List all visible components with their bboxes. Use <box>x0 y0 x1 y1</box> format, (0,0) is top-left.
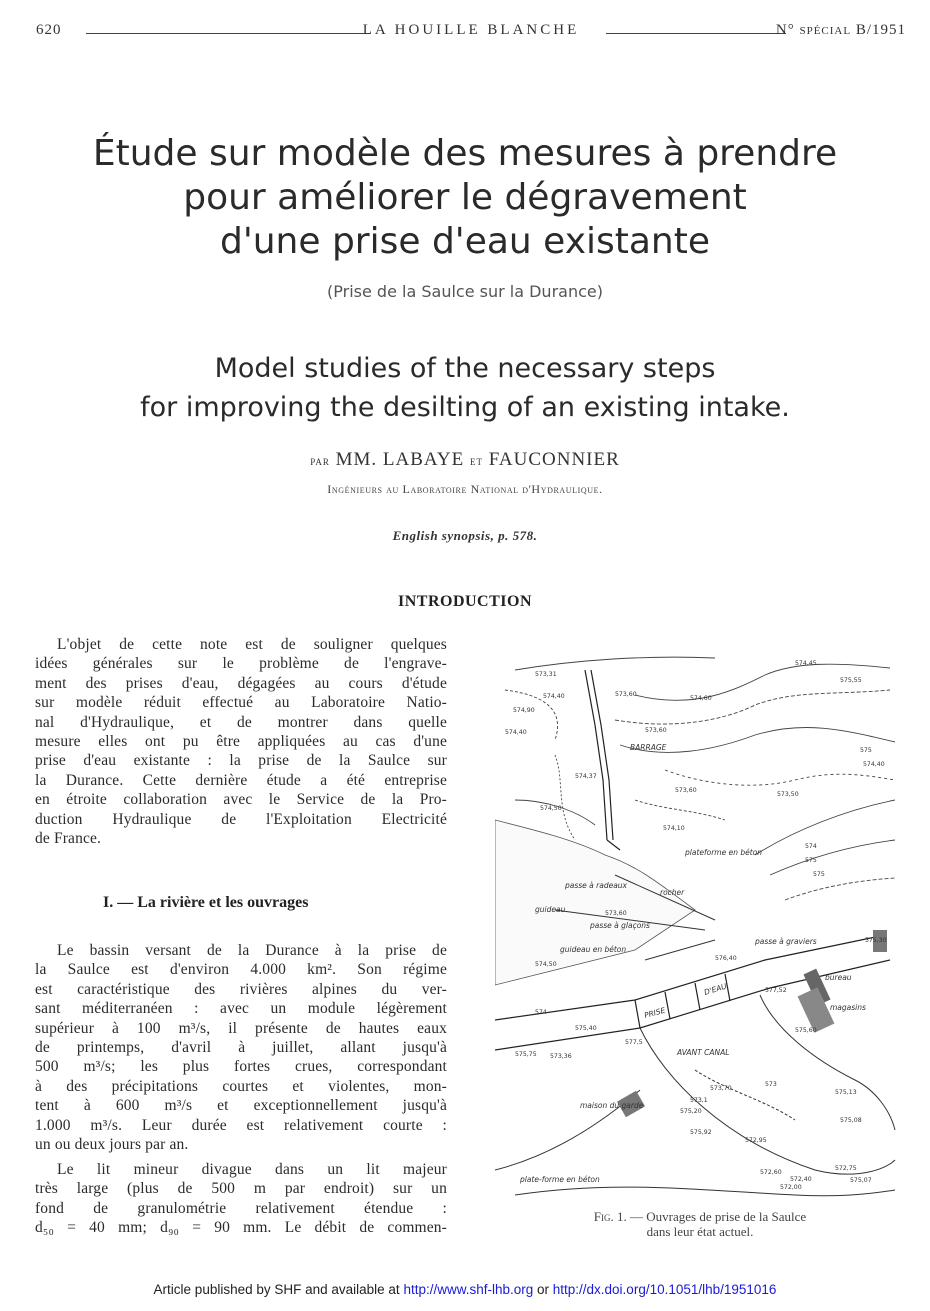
text-line: 500 m³/s; les plus fortes crues, correspondant <box>35 1058 447 1076</box>
elevation-label: 574,90 <box>513 707 535 714</box>
map-label: passe à graviers <box>755 937 817 946</box>
text-line: idées générales sur le problème de l'engrave- <box>35 655 447 673</box>
figure-intake-plan <box>495 650 900 1203</box>
elevation-label: 575 <box>813 871 825 878</box>
river-bank <box>515 1187 895 1196</box>
canal-gate <box>635 1000 640 1028</box>
text-line: la Durance. Cette dernière étude a été entreprise <box>35 771 447 789</box>
title-english <box>0 349 930 427</box>
contour-line <box>615 690 890 724</box>
elevation-label: 575,55 <box>840 677 862 684</box>
page-number: 620 <box>36 22 62 38</box>
elevation-label: 573,60 <box>615 691 637 698</box>
elevation-label: 575,20 <box>680 1108 702 1115</box>
guideau-wall <box>645 940 715 960</box>
map-label: magasins <box>830 1003 866 1012</box>
elevation-label: 573,50 <box>777 791 799 798</box>
elevation-label: 575,30 <box>865 937 887 944</box>
text-line: très large (plus de 500 m par endroit) sur un <box>35 1180 447 1198</box>
text-line: sur modèle réduit effectué au Laboratoire Natio- <box>35 694 447 712</box>
title-french-line: d'une prise d'eau existante <box>219 221 711 262</box>
text-line: tent à 600 m³/s et exceptionnellement jusqu'à <box>35 1097 447 1115</box>
text-line: Le lit mineur divague dans un lit majeur <box>57 1161 447 1178</box>
text-line: sant méditerranéen : avec un module légèrement <box>35 1000 447 1018</box>
map-label: passe à glaçons <box>590 921 650 930</box>
text-line: de printemps, d'avril à juillet, allant jusqu'à <box>35 1039 447 1057</box>
contour-line <box>785 878 895 900</box>
elevation-label: 572,75 <box>835 1165 857 1172</box>
elevation-label: 574,60 <box>690 695 712 702</box>
text-line: L'objet de cette note est de souligner quelques <box>57 636 447 653</box>
journal-name: LA HOUILLE BLANCHE <box>362 22 580 38</box>
text-line: 1.000 m³/s. Leur durée est relativement courte : <box>35 1116 447 1134</box>
elevation-label: 573,60 <box>675 787 697 794</box>
text-line: de France. <box>35 830 102 848</box>
authors-et: et <box>469 453 483 468</box>
section-1-paragraph-1 <box>35 941 447 1154</box>
authors-line <box>0 449 930 471</box>
elevation-label: 574,37 <box>575 773 597 780</box>
elevation-label: 572,00 <box>780 1184 802 1191</box>
map-label: BARRAGE <box>630 743 667 752</box>
contour-line <box>555 755 575 840</box>
authors-affiliation: Ingénieurs au Laboratoire National d'Hydraulique. <box>327 482 603 496</box>
header-rule-right <box>606 33 786 34</box>
map-label: PRISE <box>643 1005 667 1020</box>
canal-gate <box>665 992 670 1019</box>
intake-plan-drawing <box>495 650 900 1203</box>
map-label: maison du garde <box>580 1101 644 1110</box>
left-bank <box>495 820 695 985</box>
doi-link[interactable]: http://dx.doi.org/10.1051/lhb/1951016 <box>552 1282 777 1297</box>
contour-line <box>770 840 895 875</box>
text-line: d₅₀ = 40 mm; d₉₀ = 90 mm. Le débit de commen- <box>35 1219 447 1237</box>
text-line: duction Hydraulique de l'Exploitation Electricité <box>35 810 447 828</box>
elevation-label: 574,45 <box>795 660 817 667</box>
issue-label: N° spécial B/1951 <box>775 22 906 38</box>
figure-caption <box>540 1209 860 1239</box>
text-line: un ou deux jours par an. <box>35 1136 189 1154</box>
elevation-label: 574,40 <box>543 693 565 700</box>
contour-line <box>515 657 715 670</box>
elevation-label: 574,10 <box>663 825 685 832</box>
figure-number: Fig. 1. <box>593 1209 627 1224</box>
elevation-label: 574,50 <box>540 805 562 812</box>
introduction-heading: INTRODUCTION <box>397 593 532 610</box>
barrage-line <box>591 670 613 840</box>
section-1-heading: I. — La rivière et les ouvrages <box>103 894 309 911</box>
text-line: ment des prises d'eau, dégagées au cours d'étude <box>35 674 447 692</box>
contour-line <box>665 770 895 785</box>
elevation-label: 575,75 <box>515 1051 537 1058</box>
map-label: plateforme en béton <box>685 848 763 857</box>
running-header <box>36 22 906 44</box>
contour-line <box>635 800 725 820</box>
text-line: est caractéristique des rivières alpines du ver- <box>35 980 447 998</box>
elevation-label: 575,40 <box>575 1025 597 1032</box>
elevation-label: 574,50 <box>535 961 557 968</box>
map-label: guideau <box>535 905 566 914</box>
elevation-label: 572,40 <box>790 1176 812 1183</box>
map-label: AVANT CANAL <box>677 1048 730 1057</box>
map-label: plate-forme en béton <box>520 1175 600 1184</box>
elevation-label: 575,60 <box>795 1027 817 1034</box>
shf-link[interactable]: http://www.shf-lhb.org <box>403 1282 534 1297</box>
title-english-line: for improving the desilting of an existing intake. <box>140 392 790 423</box>
author-name: FAUCONNIER <box>488 449 620 470</box>
title-french-line: pour améliorer le dégravement <box>183 177 747 218</box>
barrage-line <box>607 840 620 850</box>
map-label: passe à radeaux <box>565 881 627 890</box>
map-label: rocher <box>660 888 685 897</box>
elevation-label: 573,60 <box>645 727 667 734</box>
elevation-label: 573,60 <box>605 910 627 917</box>
section-1-paragraph-2 <box>35 1160 447 1238</box>
figure-caption-text: — Ouvrages de prise de la Saulce <box>630 1209 807 1224</box>
text-line: en étroite collaboration avec le Service de la Pro- <box>35 791 447 809</box>
elevation-label: 575 <box>805 857 817 864</box>
elevation-label: 574 <box>805 843 817 850</box>
subtitle-french: (Prise de la Saulce sur la Durance) <box>327 282 603 301</box>
elevation-label: 575,08 <box>840 1117 862 1124</box>
elevation-label: 573,36 <box>550 1053 572 1060</box>
magasins-building <box>798 987 835 1033</box>
map-label: guideau en béton <box>560 945 627 954</box>
map-label: bureau <box>825 973 852 982</box>
elevation-label: 575 <box>860 747 872 754</box>
elevation-label: 575,13 <box>835 1089 857 1096</box>
text-line: mesure elles ont pu être appliquées au cas d'une <box>35 733 447 751</box>
elevation-label: 573 <box>765 1081 777 1088</box>
map-label: D'EAU <box>702 981 728 997</box>
figure-caption-text: dans leur état actuel. <box>646 1224 754 1239</box>
elevation-label: 577,5 <box>625 1039 643 1046</box>
elevation-label: 573,70 <box>710 1085 732 1092</box>
text-line: la Saulce est d'environ 4.000 km². Son régime <box>35 961 447 979</box>
title-english-line: Model studies of the necessary steps <box>214 353 716 384</box>
footer-availability <box>0 1282 930 1297</box>
contour-line <box>755 800 895 855</box>
text-line: prise d'eau existante : la prise de la Saulce sur <box>35 752 447 770</box>
author-name: MM. LABAYE <box>335 449 465 470</box>
elevation-label: 572,95 <box>745 1137 767 1144</box>
elevation-label: 577,52 <box>765 987 787 994</box>
elevation-label: 573,1 <box>690 1097 708 1104</box>
elevation-label: 575,92 <box>690 1129 712 1136</box>
elevation-label: 572,60 <box>760 1169 782 1176</box>
text-line: fond de granulométrie relativement étendue : <box>35 1199 447 1217</box>
footer-text: or <box>533 1282 553 1297</box>
elevation-label: 573,31 <box>535 671 557 678</box>
elevation-label: 576,40 <box>715 955 737 962</box>
contour-line <box>515 800 595 825</box>
text-line: à des précipitations courtes et violentes, mon- <box>35 1077 447 1095</box>
title-french-line: Étude sur modèle des mesures à prendre <box>92 133 838 174</box>
introduction-paragraph <box>35 635 447 848</box>
text-line: Le bassin versant de la Durance à la prise de <box>57 942 447 959</box>
elevation-label: 574 <box>535 1009 547 1016</box>
elevation-label: 574,40 <box>505 729 527 736</box>
text-line: nal d'Hydraulique, et de montrer dans quelle <box>35 713 447 731</box>
elevation-label: 575,07 <box>850 1177 872 1184</box>
english-synopsis-reference: English synopsis, p. 578. <box>392 528 538 543</box>
canal-gate <box>695 983 700 1010</box>
title-french <box>0 132 930 264</box>
text-line: supérieur à 100 m³/s, il présente de hautes eaux <box>35 1019 447 1037</box>
authors-par: par <box>310 453 330 468</box>
footer-text: Article published by SHF and available at <box>153 1282 404 1297</box>
elevation-label: 574,40 <box>863 761 885 768</box>
